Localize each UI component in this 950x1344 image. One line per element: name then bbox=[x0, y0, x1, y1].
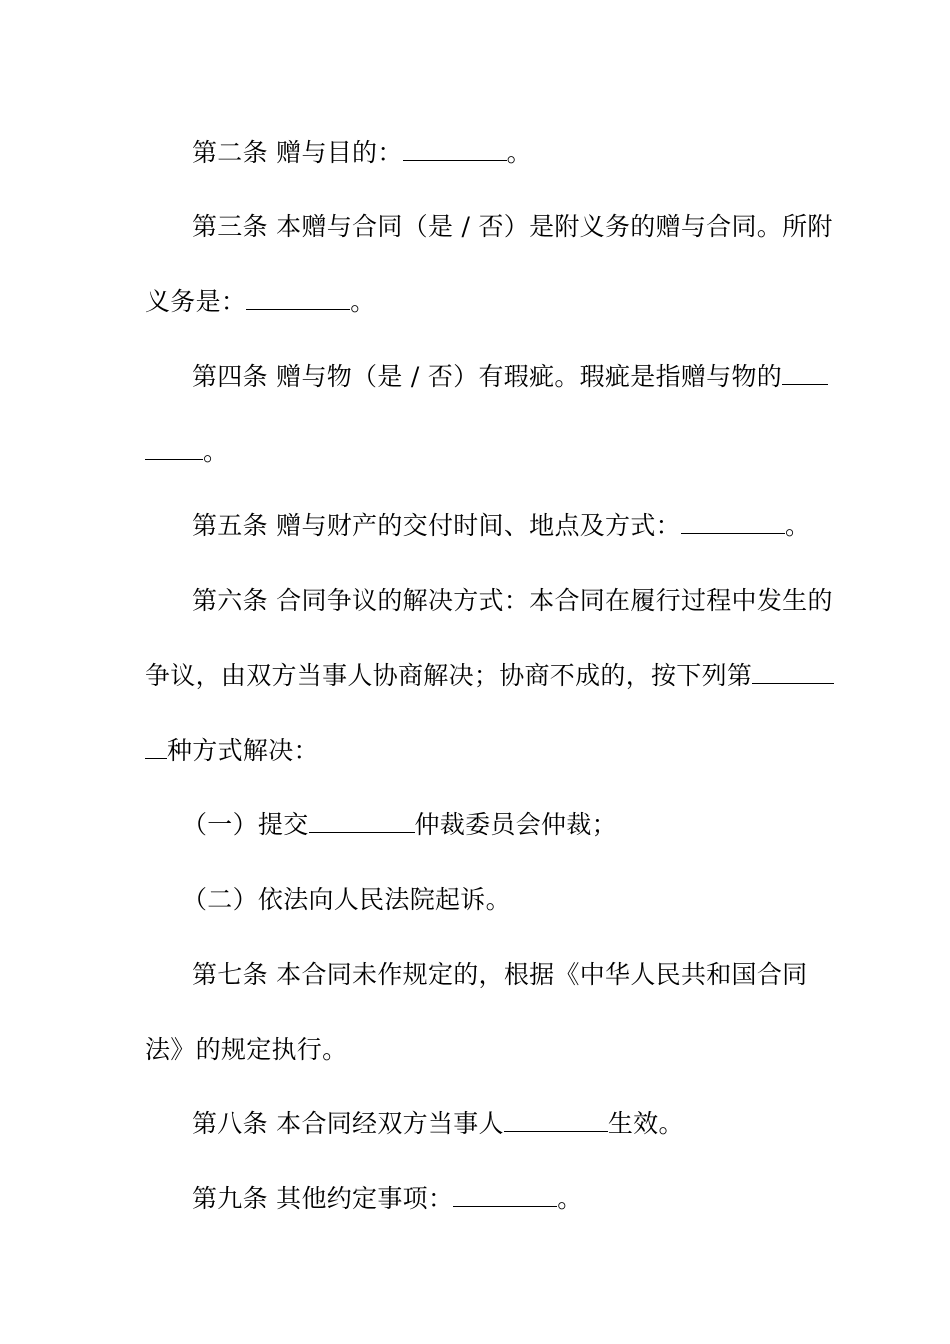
article-4-blank-start bbox=[782, 362, 828, 385]
article-8-text: 第八条 本合同经双方当事人 bbox=[192, 1109, 504, 1138]
article-9-blank bbox=[453, 1184, 557, 1207]
article-3-obligation-text: 义务是： bbox=[145, 287, 247, 316]
article-3-text: 第三条 本赠与合同（是 / 否）是附义务的赠与合同。所附 bbox=[192, 212, 833, 241]
article-7-end-text: 法》的规定执行。 bbox=[145, 1035, 348, 1064]
article-7-line bbox=[192, 958, 807, 992]
article-6-blank-end bbox=[145, 736, 167, 759]
article-4-end: 。 bbox=[203, 437, 229, 466]
article-6-line bbox=[192, 584, 833, 618]
article-8-blank bbox=[504, 1109, 608, 1132]
article-4-continuation bbox=[145, 435, 228, 469]
article-8-end: 生效。 bbox=[607, 1109, 684, 1138]
article-6-continuation-2 bbox=[145, 734, 319, 768]
article-3-continuation bbox=[145, 285, 376, 319]
article-4-text: 第四条 赠与物（是 / 否）有瑕疵。瑕疵是指赠与物的 bbox=[192, 362, 783, 391]
article-8-line bbox=[192, 1107, 684, 1141]
article-3-line bbox=[192, 210, 833, 244]
article-9-text: 第九条 其他约定事项： bbox=[192, 1184, 454, 1213]
article-7-text: 第七条 本合同未作规定的，根据《中华人民共和国合同 bbox=[192, 960, 808, 989]
option-1-end: 仲裁委员会仲裁； bbox=[414, 810, 617, 839]
option-2-text: （二）依法向人民法院起诉。 bbox=[182, 885, 511, 914]
option-1-text: （一）提交 bbox=[182, 810, 309, 839]
article-2-text: 第二条 赠与目的： bbox=[192, 138, 403, 167]
article-2-line bbox=[192, 136, 532, 170]
article-3-blank bbox=[246, 287, 350, 310]
article-9-end: 。 bbox=[557, 1184, 583, 1213]
article-6-continuation-1 bbox=[145, 659, 834, 693]
article-2-end: 。 bbox=[506, 138, 532, 167]
article-6-method-text: 种方式解决： bbox=[167, 736, 319, 765]
option-2-line bbox=[182, 883, 511, 917]
article-4-line bbox=[192, 360, 828, 394]
article-6-blank-start bbox=[752, 661, 834, 684]
article-5-line bbox=[192, 509, 810, 543]
article-3-end: 。 bbox=[350, 287, 376, 316]
article-2-blank bbox=[403, 138, 507, 161]
article-6-text: 第六条 合同争议的解决方式：本合同在履行过程中发生的 bbox=[192, 586, 833, 615]
article-6-dispute-text: 争议，由双方当事人协商解决；协商不成的，按下列第 bbox=[145, 661, 753, 690]
article-5-end: 。 bbox=[784, 511, 811, 540]
option-1-line bbox=[182, 808, 617, 842]
option-1-blank bbox=[309, 810, 415, 833]
article-7-continuation bbox=[145, 1033, 347, 1067]
article-5-blank bbox=[681, 511, 785, 534]
article-9-line bbox=[192, 1182, 583, 1216]
article-5-text: 第五条 赠与财产的交付时间、地点及方式： bbox=[192, 511, 681, 540]
article-4-blank-end bbox=[145, 437, 203, 460]
